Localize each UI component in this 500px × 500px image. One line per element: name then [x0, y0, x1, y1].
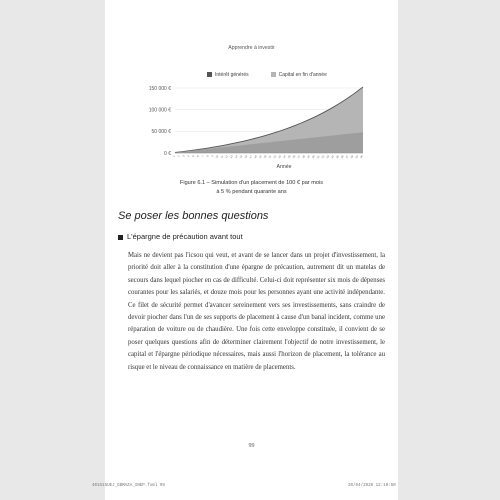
- x-tick-label: 29: [306, 155, 311, 160]
- x-tick-label: 8: [206, 155, 210, 158]
- x-tick-label: 28: [301, 155, 307, 160]
- section-subtitle: L'épargne de précaution avant tout: [118, 232, 243, 241]
- x-tick-label: 9: [211, 155, 215, 158]
- page-number: 99: [248, 443, 255, 449]
- x-tick-label: 33: [326, 155, 331, 160]
- x-tick-label: 34: [330, 155, 335, 160]
- x-tick-label: 23: [277, 155, 282, 160]
- x-tick-label: 37: [345, 155, 350, 160]
- x-axis-label: Année: [276, 164, 292, 170]
- legend-item-capital: Capital en fin d'année: [271, 72, 327, 78]
- x-tick-label: 25: [287, 155, 292, 160]
- x-tick-label: 40: [359, 155, 364, 160]
- x-tick-label: 39: [355, 155, 360, 160]
- book-page: [105, 0, 398, 500]
- legend-item-interest: Intérêt générés: [207, 72, 249, 78]
- chart-legend: [207, 72, 327, 78]
- y-tick-label: 150 000 €: [148, 85, 171, 92]
- x-tick-label: 15: [239, 155, 244, 160]
- x-tick-label: 5: [191, 155, 196, 158]
- caption-line: Figure 6.1 – Simulation d'un placement de 100 € par mois: [179, 180, 324, 186]
- figure-caption: [105, 179, 398, 197]
- y-tick-label: 100 000 €: [148, 107, 171, 114]
- x-tick-label: 35: [335, 155, 340, 160]
- x-tick-label: 1: [172, 155, 176, 158]
- x-tick-label: 17: [248, 155, 253, 160]
- section-title: Se poser les bonnes questions: [118, 210, 269, 222]
- y-tick-label: 0 €: [164, 150, 171, 157]
- caption-line: à 5 % pendant quarante ans: [216, 189, 287, 195]
- x-tick-label: 4: [187, 155, 191, 158]
- x-tick-label: 10: [215, 155, 220, 160]
- x-tick-label: 24: [282, 155, 287, 160]
- x-tick-label: 27: [297, 155, 302, 160]
- x-tick-label: 2: [177, 155, 181, 158]
- x-tick-label: 18: [253, 155, 258, 160]
- x-tick-label: 30: [311, 155, 316, 160]
- x-tick-label: 19: [258, 155, 263, 160]
- x-tick-label: 36: [340, 155, 345, 160]
- print-footer-left: 401615UEJ_GBMAZA_INEP.fxml 99: [92, 484, 165, 488]
- x-tick-label: 32: [321, 155, 326, 160]
- body-paragraph: Mais ne devient pas l'icsou qui veut, et avant de se lancer dans un projet d'investissement, la priorité doit aller à la constitution d'une épargne de précaution, autrement dit un matelas de secours dans lequel piocher en cas de difficulté. Celui-ci doit représenter six mois de dépenses courantes pour les salariés, et douze mois pour les personnes ayant une activité indépendante. Ce filet de sécurité permet d'avancer sereinement vers ses investissements, sans craindre de devoir piocher dans l'un de ses supports de placement à cause d'un banal incident, comme une réparation de voiture ou de chaudière. Une fois cette enveloppe constituée, il convient de se poser quelques questions afin de déterminer clairement l'objectif de notre investissement, le capital et l'épargne périodique nécessaires, mais aussi l'horizon de placement, la tolérance au risque et le niveau de connaissance en matière de placements.: [128, 252, 385, 371]
- x-tick-label: 16: [244, 155, 249, 160]
- y-tick-label: 50 000 €: [151, 129, 171, 136]
- x-tick-label: 22: [273, 155, 278, 160]
- x-tick-label: 14: [234, 155, 239, 160]
- running-header: Apprendre à investir: [228, 45, 275, 51]
- x-tick-label: 26: [292, 155, 297, 160]
- x-tick-label: 11: [220, 155, 225, 159]
- print-footer-right: 20/04/2020 12:10:50: [348, 484, 396, 488]
- square-bullet-icon: [118, 235, 123, 240]
- area-chart: [105, 82, 398, 177]
- x-tick-label: 38: [350, 155, 355, 160]
- x-tick-label: 13: [229, 155, 234, 160]
- x-tick-label: 31: [316, 155, 321, 160]
- x-tick-label: 20: [263, 155, 268, 160]
- x-tick-label: 6: [196, 155, 200, 158]
- x-tick-label: 12: [224, 155, 229, 160]
- x-tick-label: 7: [201, 155, 205, 158]
- x-tick-label: 3: [182, 155, 186, 158]
- x-tick-label: 21: [268, 155, 273, 160]
